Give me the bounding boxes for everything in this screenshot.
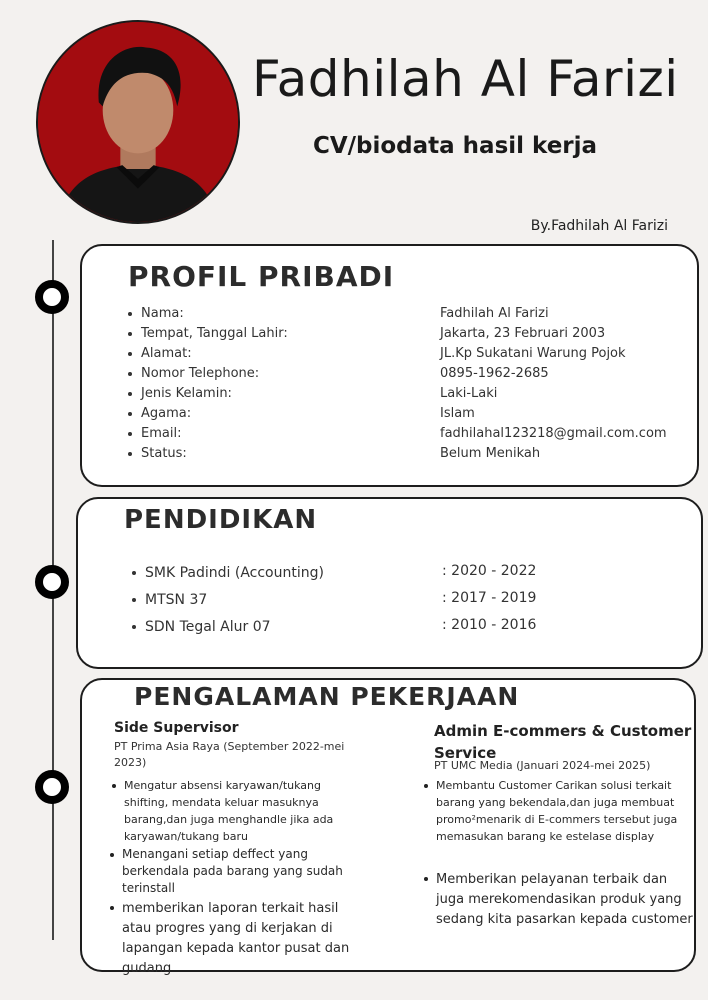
job-task: Mengatur absensi karyawan/tukang shifting, mendata keluar masuknya barang,dan juga menghandle jika ada karyawan/tukang baru [110, 777, 350, 845]
bullet-icon [128, 332, 132, 336]
education-school: SMK Padindi (Accounting) [132, 565, 324, 581]
job-task: Menangani setiap deffect yang berkendala pada barang yang sudah terinstall [108, 846, 370, 897]
job-company: PT Prima Asia Raya (September 2022-mei 2023) [114, 740, 345, 769]
timeline-dot-pendidikan [35, 565, 69, 599]
profil-field-value: Laki-Laki [440, 386, 498, 401]
profil-field-value: 0895-1962-2685 [440, 366, 549, 381]
profil-field-label: Nama: [128, 306, 184, 321]
section-title-profil: PROFIL PRIBADI [128, 260, 395, 293]
card-pengalaman [80, 678, 696, 976]
profil-field-value: Islam [440, 406, 475, 421]
profil-field-label: Agama: [128, 406, 191, 421]
section-title-pengalaman: PENGALAMAN PEKERJAAN [134, 682, 520, 711]
profil-field-label: Alamat: [128, 346, 192, 361]
profil-field-value: Belum Menikah [440, 446, 541, 461]
job-title: Admin E-commers & Customer Service [434, 722, 692, 762]
bullet-icon [128, 352, 132, 356]
job-task-list [108, 846, 370, 981]
card-profil-pribadi [80, 244, 699, 487]
education-school: MTSN 37 [132, 592, 207, 608]
job-company: PT UMC Media (Januari 2024-mei 2025) [434, 759, 651, 772]
bullet-icon [132, 571, 136, 575]
profil-field-value: Fadhilah Al Farizi [440, 306, 549, 321]
profil-field-label: Nomor Telephone: [128, 366, 259, 381]
profil-field-label: Jenis Kelamin: [128, 386, 232, 401]
bullet-icon [128, 452, 132, 456]
card-pendidikan [76, 497, 703, 669]
profil-field-label: Status: [128, 446, 187, 461]
job-task: memberikan laporan terkait hasil atau progres yang di kerjakan di lapangan kepada kantor pusat dan gudang [108, 899, 370, 979]
job-task-list-small [422, 777, 682, 847]
job-task-list [422, 870, 694, 932]
job-title: Side Supervisor [114, 720, 239, 736]
timeline-dot-pengalaman [35, 770, 69, 804]
bullet-icon [128, 412, 132, 416]
bullet-icon [132, 598, 136, 602]
education-years: : 2017 - 2019 [442, 590, 537, 606]
education-years: : 2010 - 2016 [442, 617, 537, 633]
timeline-dot-profil [35, 280, 69, 314]
profile-photo [36, 20, 240, 224]
education-school: SDN Tegal Alur 07 [132, 619, 271, 635]
bullet-icon [128, 312, 132, 316]
job-task-list-small [110, 777, 350, 847]
cv-byline: By.Fadhilah Al Farizi [530, 218, 668, 234]
cv-name: Fadhilah Al Farizi [252, 50, 679, 108]
bullet-icon [128, 432, 132, 436]
education-years: : 2020 - 2022 [442, 563, 537, 579]
profil-field-value: Jakarta, 23 Februari 2003 [440, 326, 606, 341]
section-title-pendidikan: PENDIDIKAN [124, 505, 318, 535]
person-silhouette-icon [38, 22, 238, 222]
bullet-icon [128, 372, 132, 376]
job-task: Membantu Customer Carikan solusi terkait barang yang bekendala,dan juga membuat promo²menarik di E-commers tersebut juga memasukan barang ke estelase display [422, 777, 682, 845]
bullet-icon [132, 625, 136, 629]
profil-field-label: Tempat, Tanggal Lahir: [128, 326, 288, 341]
profil-field-value: fadhilahal123218@gmail.com.com [440, 426, 667, 441]
job-task: Memberikan pelayanan terbaik dan juga merekomendasikan produk yang sedang kita pasarkan kepada customer [422, 870, 694, 930]
bullet-icon [128, 392, 132, 396]
profil-field-value: JL.Kp Sukatani Warung Pojok [440, 346, 626, 361]
profil-field-label: Email: [128, 426, 181, 441]
cv-subtitle: CV/biodata hasil kerja [312, 133, 598, 159]
